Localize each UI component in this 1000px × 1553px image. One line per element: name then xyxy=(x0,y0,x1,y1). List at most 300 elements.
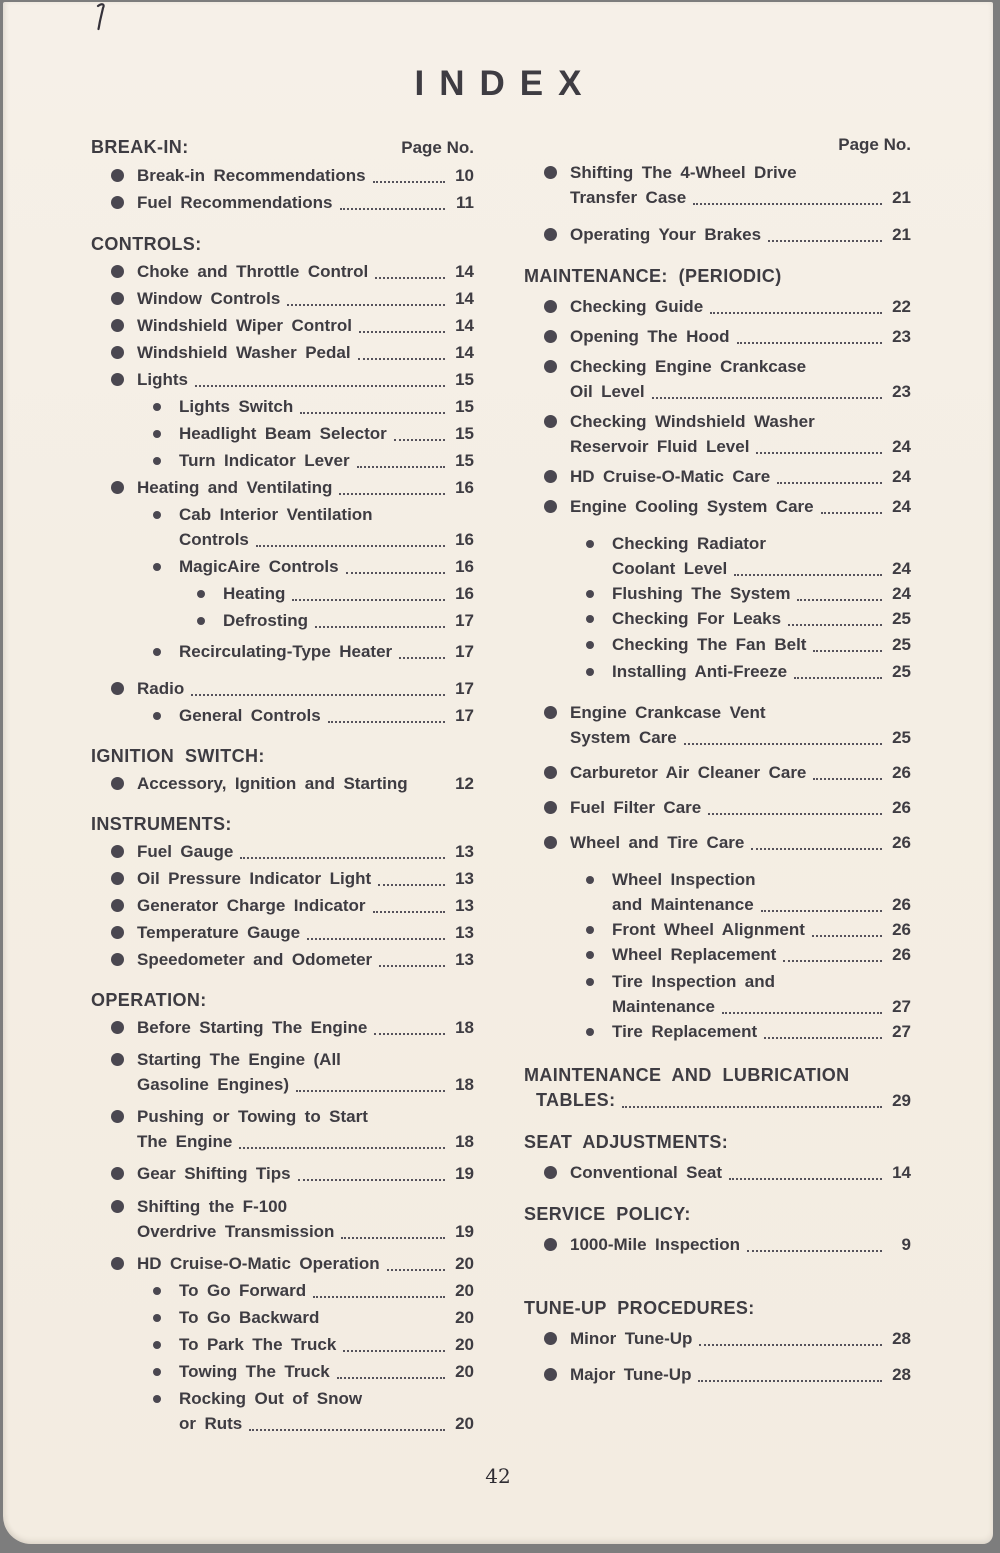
index-entry xyxy=(524,1232,911,1257)
dot-leader xyxy=(729,1178,882,1180)
dot-leader xyxy=(359,331,445,333)
entry-label: Oil Pressure Indicator Light xyxy=(137,869,372,888)
bullet-icon xyxy=(153,1314,161,1322)
bullet-icon xyxy=(544,801,557,814)
index-entry xyxy=(524,632,911,657)
entry-line xyxy=(137,1047,474,1072)
dot-leader xyxy=(708,813,882,815)
bullet-icon xyxy=(111,265,124,278)
index-entry xyxy=(524,659,911,684)
index-entry xyxy=(91,920,474,945)
entry-line xyxy=(223,608,474,633)
page-title: INDEX xyxy=(414,64,597,103)
bullet-icon xyxy=(153,511,161,519)
entry-line xyxy=(137,313,474,338)
dot-leader xyxy=(240,857,445,859)
entry-label: Defrosting xyxy=(223,611,308,630)
section-heading: SEAT ADJUSTMENTS: xyxy=(524,1132,729,1152)
index-entry xyxy=(91,1278,474,1303)
entry-label: Gear Shifting Tips xyxy=(137,1164,291,1183)
bullet-icon xyxy=(111,845,124,858)
bullet-icon xyxy=(544,836,557,849)
page-number: 24 xyxy=(892,437,911,456)
entry-label: Major Tune-Up xyxy=(570,1365,692,1384)
bullet-icon xyxy=(586,540,594,548)
index-entry xyxy=(524,1160,911,1185)
entry-line xyxy=(612,606,911,631)
dot-leader xyxy=(399,657,445,659)
dot-leader xyxy=(756,452,882,454)
entry-line xyxy=(179,1278,474,1303)
entry-label: Heating and Ventilating xyxy=(137,478,333,497)
entry-line xyxy=(137,1129,474,1154)
dot-leader xyxy=(379,965,445,967)
index-entry xyxy=(91,1047,474,1097)
dot-leader xyxy=(339,493,445,495)
dot-leader xyxy=(315,626,445,628)
index-section xyxy=(91,134,474,215)
bullet-icon xyxy=(111,777,124,790)
dot-leader xyxy=(292,599,445,601)
entry-label: Tire Replacement xyxy=(612,1022,758,1041)
entry-line xyxy=(179,527,474,552)
entry-line xyxy=(570,185,911,210)
index-entry xyxy=(91,1386,474,1436)
page-number: 24 xyxy=(892,559,911,578)
page-number: 25 xyxy=(892,609,911,628)
entry-label: Pushing or Towing to Start xyxy=(137,1107,368,1126)
index-entry xyxy=(91,313,474,338)
index-entry xyxy=(524,760,911,785)
entry-line xyxy=(137,920,474,945)
entry-line xyxy=(536,1088,911,1113)
index-entry xyxy=(91,947,474,972)
entry-label: Turn Indicator Lever xyxy=(179,451,350,470)
section-heading-row xyxy=(91,811,474,837)
entry-line xyxy=(570,700,911,725)
entry-line xyxy=(179,502,474,527)
page-number: 10 xyxy=(455,166,474,185)
bullet-icon xyxy=(153,1395,161,1403)
page-number: 26 xyxy=(892,945,911,964)
index-entry xyxy=(91,1251,474,1276)
entry-label: Fuel Gauge xyxy=(137,842,234,861)
dot-leader xyxy=(239,1147,445,1149)
entry-line xyxy=(570,160,911,185)
index-entry xyxy=(524,1362,911,1387)
entry-line xyxy=(612,632,911,657)
dot-leader xyxy=(622,1106,882,1108)
entry-label: To Park The Truck xyxy=(179,1335,337,1354)
index-entry xyxy=(91,1015,474,1040)
entry-line xyxy=(137,1194,474,1219)
dot-leader xyxy=(256,545,445,547)
page-number: 14 xyxy=(455,343,474,362)
bullet-icon xyxy=(544,300,557,313)
index-entry xyxy=(91,286,474,311)
index-entry xyxy=(91,475,474,500)
entry-line xyxy=(570,725,911,750)
index-entry xyxy=(524,160,911,210)
section-heading-row xyxy=(524,1129,911,1155)
entry-label: Front Wheel Alignment xyxy=(612,920,805,939)
entry-label: Window Controls xyxy=(137,289,281,308)
bullet-icon xyxy=(111,169,124,182)
section-heading: MAINTENANCE AND LUBRICATION xyxy=(524,1065,850,1085)
dot-leader xyxy=(821,512,882,514)
dot-leader xyxy=(346,572,445,574)
bullet-icon xyxy=(544,1238,557,1251)
index-entry xyxy=(91,703,474,728)
entry-label: Minor Tune-Up xyxy=(570,1329,693,1348)
dot-leader xyxy=(307,938,445,940)
entry-line xyxy=(570,1232,911,1257)
bullet-icon xyxy=(544,360,557,373)
bullet-icon xyxy=(586,978,594,986)
entry-line xyxy=(137,190,474,215)
entry-label: MagicAire Controls xyxy=(179,557,339,576)
bullet-icon xyxy=(111,1257,124,1270)
entry-label: System Care xyxy=(570,728,677,747)
entry-line xyxy=(570,434,911,459)
index-entry xyxy=(91,448,474,473)
section-heading-row xyxy=(524,263,911,289)
dot-leader xyxy=(373,911,445,913)
index-entry xyxy=(91,893,474,918)
entry-line xyxy=(137,1015,474,1040)
page-number: 20 xyxy=(455,1308,474,1327)
index-entry xyxy=(91,340,474,365)
entry-label: Before Starting The Engine xyxy=(137,1018,368,1037)
entry-label: Recirculating-Type Heater xyxy=(179,642,393,661)
dot-leader xyxy=(764,1037,882,1039)
dot-leader xyxy=(387,1269,445,1271)
entry-label: To Go Forward xyxy=(179,1281,307,1300)
section-heading: MAINTENANCE: (PERIODIC) xyxy=(524,266,782,286)
page-number: 28 xyxy=(892,1329,911,1348)
index-entry xyxy=(91,1104,474,1154)
page-number: 23 xyxy=(892,327,911,346)
entry-label: Lights Switch xyxy=(179,397,294,416)
index-column-left xyxy=(91,130,474,1436)
dot-leader xyxy=(693,203,882,205)
bullet-icon xyxy=(544,706,557,719)
entry-label: Accessory, Ignition and Starting xyxy=(137,774,408,793)
dot-leader xyxy=(296,1090,445,1092)
index-entry xyxy=(91,163,474,188)
entry-label: Towing The Truck xyxy=(179,1362,330,1381)
section-heading: IGNITION SWITCH: xyxy=(91,746,265,766)
section-heading-row xyxy=(91,231,474,257)
page-number: 15 xyxy=(455,397,474,416)
index-entry xyxy=(524,409,911,459)
entry-label: Wheel Inspection xyxy=(612,870,756,889)
bullet-icon xyxy=(111,196,124,209)
dot-leader xyxy=(328,721,445,723)
bullet-icon xyxy=(153,430,161,438)
entry-line xyxy=(137,163,474,188)
dot-leader xyxy=(249,1429,445,1431)
index-entry xyxy=(91,676,474,701)
dot-leader xyxy=(313,1296,445,1298)
page-number: 12 xyxy=(455,774,474,793)
page-no-column-label: Page No. xyxy=(401,138,474,157)
index-entry xyxy=(91,839,474,864)
entry-line xyxy=(137,1161,474,1186)
page-number: 9 xyxy=(901,1235,911,1254)
page-number: 15 xyxy=(455,451,474,470)
entry-label: Shifting The 4-Wheel Drive xyxy=(570,163,797,182)
page-number: 26 xyxy=(892,833,911,852)
page-number: 13 xyxy=(455,896,474,915)
page-number: 20 xyxy=(455,1362,474,1381)
page-number: 14 xyxy=(892,1163,911,1182)
dot-leader xyxy=(761,910,882,912)
page-number: 26 xyxy=(892,763,911,782)
entry-label: Windshield Washer Pedal xyxy=(137,343,351,362)
entry-line xyxy=(570,354,911,379)
index-section xyxy=(91,743,474,796)
entry-label: HD Cruise-O-Matic Care xyxy=(570,467,771,486)
bullet-icon xyxy=(111,1110,124,1123)
page-number: 16 xyxy=(455,584,474,603)
page-number: 25 xyxy=(892,728,911,747)
entry-label: The Engine xyxy=(137,1132,233,1151)
entry-line xyxy=(570,379,911,404)
page-number: 14 xyxy=(455,316,474,335)
page-number: 28 xyxy=(892,1365,911,1384)
entry-line xyxy=(570,1160,911,1185)
index-entry xyxy=(91,1194,474,1244)
page-number: 11 xyxy=(456,193,474,212)
index-section xyxy=(91,987,474,1436)
index-section xyxy=(524,1201,911,1257)
entry-line xyxy=(137,1072,474,1097)
section-heading: BREAK-IN: xyxy=(91,137,189,157)
index-entry xyxy=(91,554,474,579)
bullet-icon xyxy=(544,228,557,241)
entry-line xyxy=(137,367,474,392)
index-entry xyxy=(91,866,474,891)
entry-label: Fuel Filter Care xyxy=(570,798,702,817)
entry-line xyxy=(137,771,474,796)
entry-line xyxy=(137,866,474,891)
page-number: 26 xyxy=(892,920,911,939)
entry-label: Lights xyxy=(137,370,188,389)
entry-label: TABLES: xyxy=(536,1090,616,1110)
page-footer-number: 42 xyxy=(485,1464,511,1488)
index-entry xyxy=(91,581,474,606)
bullet-icon xyxy=(111,373,124,386)
page-number: 24 xyxy=(892,584,911,603)
index-entry xyxy=(524,294,911,319)
entry-line xyxy=(137,947,474,972)
entry-line xyxy=(570,464,911,489)
dot-leader xyxy=(298,1179,445,1181)
index-entry xyxy=(524,867,911,917)
entry-label: Tire Inspection and xyxy=(612,972,776,991)
entry-label: Coolant Level xyxy=(612,559,728,578)
manual-index-page xyxy=(3,2,993,1544)
bullet-icon xyxy=(586,876,594,884)
page-number: 18 xyxy=(455,1018,474,1037)
bullet-icon xyxy=(153,648,161,656)
page-no-column-label: Page No. xyxy=(838,135,911,154)
page-number: 15 xyxy=(455,370,474,389)
entry-line xyxy=(179,703,474,728)
index-entry xyxy=(91,394,474,419)
bullet-icon xyxy=(111,346,124,359)
pen-mark-icon xyxy=(91,3,111,35)
section-heading: TUNE-UP PROCEDURES: xyxy=(524,1298,755,1318)
bullet-icon xyxy=(111,926,124,939)
entry-label: Starting The Engine (All xyxy=(137,1050,341,1069)
dot-leader xyxy=(812,935,882,937)
entry-label: Temperature Gauge xyxy=(137,923,301,942)
index-entry xyxy=(524,830,911,855)
entry-line xyxy=(612,659,911,684)
index-entry xyxy=(91,771,474,796)
section-heading: OPERATION: xyxy=(91,990,207,1010)
section-heading: CONTROLS: xyxy=(91,234,202,254)
entry-line xyxy=(612,969,911,994)
entry-label: Engine Crankcase Vent xyxy=(570,703,766,722)
dot-leader xyxy=(699,1344,882,1346)
entry-line xyxy=(137,286,474,311)
entry-label: Installing Anti-Freeze xyxy=(612,662,788,681)
page-number: 20 xyxy=(455,1281,474,1300)
dot-leader xyxy=(777,482,882,484)
page-number: 17 xyxy=(455,611,474,630)
section-heading-row xyxy=(524,1295,911,1321)
page-number: 19 xyxy=(455,1164,474,1183)
section-heading-row xyxy=(524,1201,911,1227)
entry-line xyxy=(137,340,474,365)
page-number: 13 xyxy=(455,923,474,942)
page-number: 14 xyxy=(455,262,474,281)
entry-line xyxy=(570,222,911,247)
section-heading: INSTRUMENTS: xyxy=(91,814,232,834)
bullet-icon xyxy=(544,330,557,343)
page-number: 14 xyxy=(455,289,474,308)
dot-leader xyxy=(358,358,445,360)
page-number: 15 xyxy=(455,424,474,443)
entry-label: Maintenance xyxy=(612,997,715,1016)
entry-label: Generator Charge Indicator xyxy=(137,896,366,915)
bullet-icon xyxy=(111,1021,124,1034)
page-number: 26 xyxy=(892,895,911,914)
entry-line xyxy=(179,1411,474,1436)
entry-label: Carburetor Air Cleaner Care xyxy=(570,763,807,782)
page-number: 20 xyxy=(455,1335,474,1354)
entry-label: Checking The Fan Belt xyxy=(612,635,807,654)
page-number: 17 xyxy=(455,679,474,698)
bullet-icon xyxy=(197,617,205,625)
dot-leader xyxy=(737,342,882,344)
page-number: 16 xyxy=(455,557,474,576)
bullet-icon xyxy=(153,563,161,571)
entry-line xyxy=(612,892,911,917)
entry-line xyxy=(137,676,474,701)
index-entry xyxy=(524,222,911,247)
entry-label: Heating xyxy=(223,584,286,603)
index-section xyxy=(524,1129,911,1185)
dot-leader xyxy=(797,599,882,601)
index-entry xyxy=(91,367,474,392)
index-section xyxy=(524,1062,911,1113)
entry-line xyxy=(179,448,474,473)
dot-leader xyxy=(287,304,445,306)
dot-leader xyxy=(722,1012,882,1014)
page-number: 21 xyxy=(892,225,911,244)
entry-label: HD Cruise-O-Matic Operation xyxy=(137,1254,380,1273)
index-section xyxy=(524,132,911,247)
bullet-icon xyxy=(111,682,124,695)
bullet-icon xyxy=(111,319,124,332)
page-number: 18 xyxy=(455,1075,474,1094)
entry-line xyxy=(570,760,911,785)
entry-label: Reservoir Fluid Level xyxy=(570,437,750,456)
bullet-icon xyxy=(586,615,594,623)
entry-label: Shifting the F-100 xyxy=(137,1197,288,1216)
index-entry xyxy=(91,190,474,215)
entry-line xyxy=(223,581,474,606)
page-number: 27 xyxy=(892,1022,911,1041)
entry-label: Checking Engine Crankcase xyxy=(570,357,807,376)
index-section xyxy=(524,1295,911,1387)
bullet-icon xyxy=(586,926,594,934)
bullet-icon xyxy=(111,1167,124,1180)
dot-leader xyxy=(751,848,882,850)
index-entry xyxy=(91,639,474,664)
dot-leader xyxy=(813,650,882,652)
dot-leader xyxy=(394,439,445,441)
page-number: 20 xyxy=(455,1414,474,1433)
index-entry xyxy=(524,324,911,349)
page-number: 17 xyxy=(455,642,474,661)
index-entry xyxy=(524,917,911,942)
entry-label: Flushing The System xyxy=(612,584,791,603)
entry-line xyxy=(570,324,911,349)
entry-line xyxy=(612,556,911,581)
dot-leader xyxy=(337,1377,445,1379)
index-entry xyxy=(91,502,474,552)
dot-leader xyxy=(788,624,882,626)
entry-line xyxy=(137,1251,474,1276)
entry-label: Wheel and Tire Care xyxy=(570,833,745,852)
entry-line xyxy=(179,1386,474,1411)
dot-leader xyxy=(794,677,882,679)
entry-label: Checking Windshield Washer xyxy=(570,412,815,431)
bullet-icon xyxy=(544,766,557,779)
bullet-icon xyxy=(153,1368,161,1376)
entry-label: Operating Your Brakes xyxy=(570,225,762,244)
entry-line xyxy=(612,942,911,967)
entry-label: Radio xyxy=(137,679,185,698)
entry-line xyxy=(179,394,474,419)
dot-leader xyxy=(783,960,882,962)
index-section xyxy=(91,811,474,972)
section-heading-row xyxy=(91,743,474,769)
bullet-icon xyxy=(544,1368,557,1381)
bullet-icon xyxy=(544,470,557,483)
section-heading-row xyxy=(524,1062,911,1088)
bullet-icon xyxy=(586,1028,594,1036)
dot-leader xyxy=(195,385,445,387)
entry-label: Rocking Out of Snow xyxy=(179,1389,363,1408)
entry-label: Choke and Throttle Control xyxy=(137,262,369,281)
bullet-icon xyxy=(544,500,557,513)
